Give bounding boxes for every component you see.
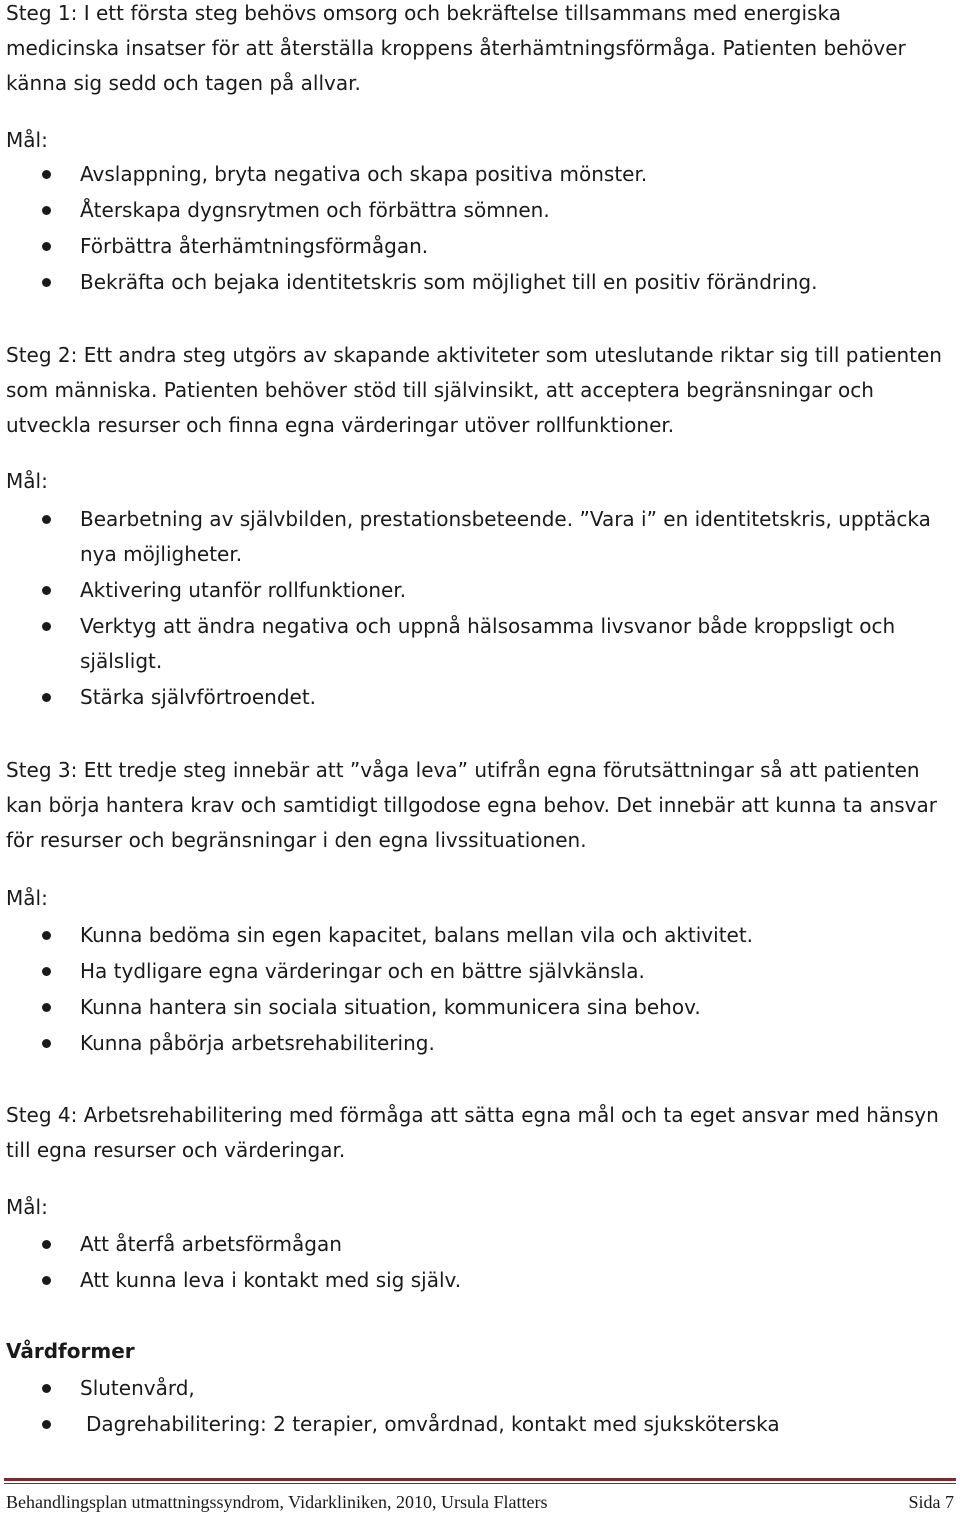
list-item: Kunna bedöma sin egen kapacitet, balans mellan vila och aktivitet. [0, 918, 960, 953]
list-item: Stärka självförtroendet. [0, 680, 960, 715]
bullet-icon [42, 967, 51, 976]
care-forms-heading: Vårdformer [6, 1339, 135, 1363]
bullet-icon [42, 170, 51, 179]
footer-rule-thin [4, 1483, 956, 1484]
bullet-icon [42, 622, 51, 631]
list-item: Verktyg att ändra negativa och uppnå hälsosamma livsvanor både kroppsligt och själsligt. [0, 609, 960, 679]
bullet-icon [42, 1384, 51, 1393]
bullet-icon [42, 242, 51, 251]
list-item: Kunna påbörja arbetsrehabilitering. [0, 1026, 960, 1061]
footer-document-info: Behandlingsplan utmattningssyndrom, Vidarkliniken, 2010, Ursula Flatters [6, 1492, 548, 1512]
bullet-icon [42, 206, 51, 215]
bullet-icon [42, 1039, 51, 1048]
list-item: Ha tydligare egna värderingar och en bättre självkänsla. [0, 954, 960, 989]
list-item: Aktivering utanför rollfunktioner. [0, 573, 960, 608]
list-item: Att återfå arbetsförmågan [0, 1227, 960, 1262]
list-item: Återskapa dygnsrytmen och förbättra sömnen. [0, 193, 960, 228]
page-number: Sida 7 [908, 1492, 954, 1512]
list-item: Förbättra återhämtningsförmågan. [0, 229, 960, 264]
list-item: Att kunna leva i kontakt med sig själv. [0, 1263, 960, 1298]
bullet-icon [42, 586, 51, 595]
step3-goals-label: Mål: [6, 886, 48, 910]
bullet-icon [42, 278, 51, 287]
step2-goals-label: Mål: [6, 469, 48, 493]
list-item: Bekräfta och bejaka identitetskris som möjlighet till en positiv förändring. [0, 265, 960, 300]
footer-rule-thick [4, 1478, 956, 1481]
step2-goals-list [0, 502, 960, 716]
step2-paragraph: Steg 2: Ett andra steg utgörs av skapande aktiviteter som uteslutande riktar sig till patienten som människa. Patienten behöver stöd till självinsikt, att acceptera begränsningar och utveckla resurser och finna egna värderingar utöver rollfunktioner. [6, 343, 942, 437]
step4-paragraph: Steg 4: Arbetsrehabilitering med förmåga att sätta egna mål och ta eget ansvar med hänsyn till egna resurser och värderingar. [6, 1103, 939, 1162]
step3-paragraph: Steg 3: Ett tredje steg innebär att ”våga leva” utifrån egna förutsättningar så att patienten kan börja hantera krav och samtidigt tillgodose egna behov. Det innebär att kunna ta ansvar för resurser och begränsningar i den egna livssituationen. [6, 758, 937, 852]
list-item: Dagrehabilitering: 2 terapier, omvårdnad, kontakt med sjuksköterska [0, 1407, 960, 1442]
bullet-icon [42, 931, 51, 940]
step1-paragraph: Steg 1: I ett första steg behövs omsorg och bekräftelse tillsammans med energiska medicinska insatser för att återställa kroppens återhämtningsförmåga. Patienten behöver känna sig sedd och tagen på allvar. [6, 1, 906, 95]
bullet-icon [42, 1420, 51, 1429]
step1-goals-list [0, 157, 960, 301]
bullet-icon [42, 515, 51, 524]
step4-goals-label: Mål: [6, 1195, 48, 1219]
bullet-icon [42, 693, 51, 702]
bullet-icon [42, 1240, 51, 1249]
list-item: Bearbetning av självbilden, prestationsbeteende. ”Vara i” en identitetskris, upptäcka nya möjligheter. [0, 502, 960, 572]
step4-goals-list [0, 1227, 960, 1299]
list-item: Slutenvård, [0, 1371, 960, 1406]
care-forms-list [0, 1371, 960, 1443]
bullet-icon [42, 1276, 51, 1285]
list-item: Avslappning, bryta negativa och skapa positiva mönster. [0, 157, 960, 192]
step1-goals-label: Mål: [6, 128, 48, 152]
list-item: Kunna hantera sin sociala situation, kommunicera sina behov. [0, 990, 960, 1025]
bullet-icon [42, 1003, 51, 1012]
page-footer [6, 1491, 954, 1513]
step3-goals-list [0, 918, 960, 1062]
